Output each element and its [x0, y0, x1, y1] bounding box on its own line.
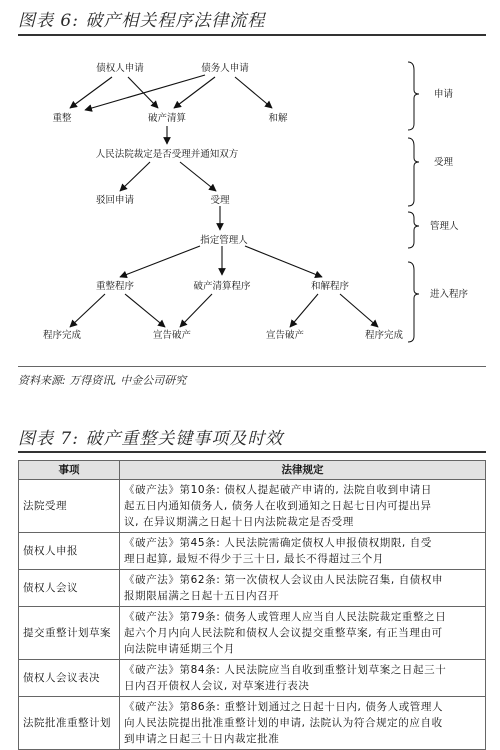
stage-apply: 申请 [434, 89, 454, 100]
figure6-title-rule [18, 34, 486, 36]
node-court-decide: 人民法院裁定是否受理并通知双方 [95, 149, 239, 160]
node-done-left: 程序完成 [42, 330, 82, 341]
figure7-title-rule [18, 451, 486, 453]
node-accept: 受理 [210, 195, 230, 206]
node-liquidation: 破产清算 [147, 113, 187, 124]
node-done-right: 程序完成 [364, 330, 404, 341]
row-item: 法院受理 [19, 480, 120, 533]
law-line: 向法院申请延期三个月 [124, 643, 235, 655]
table-row [19, 697, 486, 750]
row-item: 债权人会议 [19, 570, 120, 607]
law-line: 《破产法》第79条: 债务人或管理人应当自人民法院裁定重整之日 [124, 611, 447, 623]
law-line: 理日起算, 最短不得少于三十日, 最长不得超过三个月 [124, 553, 384, 565]
table-row [19, 533, 486, 570]
row-law [120, 533, 486, 570]
row-item: 提交重整计划草案 [19, 607, 120, 660]
law-line: 起五日内通知债务人, 债务人在收到通知之日起七日内可提出异 [124, 500, 432, 512]
law-line: 《破产法》第10条: 债权人提起破产申请的, 法院自收到申请日 [124, 484, 433, 496]
node-settlement-procedure: 和解程序 [310, 281, 350, 292]
law-line: 日内召开债权人会议, 对草案进行表决 [124, 680, 310, 692]
node-administrator: 指定管理人 [200, 235, 248, 246]
table-row [19, 607, 486, 660]
law-line: 《破产法》第86条: 重整计划通过之日起十日内, 债务人或管理人 [124, 701, 444, 713]
header-law: 法律规定 [120, 461, 486, 480]
law-line: 到申请之日起三十日内裁定批准 [124, 733, 280, 745]
stage-accept: 受理 [434, 157, 454, 168]
node-reorg: 重整 [52, 113, 72, 124]
reorganization-key-items-table [18, 460, 486, 750]
header-item: 事项 [19, 461, 120, 480]
law-line: 《破产法》第45条: 人民法院需确定债权人申报债权期限, 自受 [124, 537, 433, 549]
table-row [19, 660, 486, 697]
stage-brackets [408, 62, 419, 342]
bracket-enter [408, 262, 419, 342]
row-law [120, 697, 486, 750]
law-line: 报期限届满之日起十五日内召开 [124, 590, 280, 602]
node-creditor-apply: 债权人申请 [96, 63, 144, 74]
figure7-title: 图表 7: 破产重整关键事项及时效 [18, 429, 284, 449]
law-line: 起六个月内向人民法院和债权人会议提交重整草案, 有正当理由可 [124, 627, 443, 639]
row-law [120, 480, 486, 533]
table-row [19, 570, 486, 607]
node-reorg-procedure: 重整程序 [95, 281, 135, 292]
stage-enter-procedure: 进入程序 [430, 289, 469, 300]
figure6-bottom-rule [18, 366, 486, 367]
node-debtor-apply: 债务人申请 [201, 63, 249, 74]
figure6-title: 图表 6: 破产相关程序法律流程 [18, 11, 266, 31]
row-item: 债权人申报 [19, 533, 120, 570]
node-liquidation-procedure: 破产清算程序 [193, 281, 251, 292]
row-law [120, 570, 486, 607]
figure6-source: 资料来源: 万得资讯, 中金公司研究 [18, 374, 187, 387]
row-item: 债权人会议表决 [19, 660, 120, 697]
row-law [120, 607, 486, 660]
node-bankrupt-right: 宣告破产 [265, 330, 305, 341]
table-header-row [19, 461, 486, 480]
bankruptcy-flowchart [0, 40, 500, 370]
row-law [120, 660, 486, 697]
bracket-admin [408, 212, 419, 248]
law-line: 向人民法院提出批准重整计划的申请, 法院认为符合规定的应自收 [124, 717, 443, 729]
law-line: 《破产法》第62条: 第一次债权人会议由人民法院召集, 自债权申 [124, 574, 444, 586]
law-line: 《破产法》第84条: 人民法院应当自收到重整计划草案之日起三十 [124, 664, 447, 676]
row-item: 法院批准重整计划 [19, 697, 120, 750]
law-line: 议, 在异议期满之日起十日内法院裁定是否受理 [124, 516, 354, 528]
table-row [19, 480, 486, 533]
node-reject: 驳回申请 [95, 195, 135, 206]
bracket-apply [408, 62, 419, 130]
node-bankrupt-left: 宣告破产 [152, 330, 192, 341]
bracket-accept [408, 138, 419, 206]
stage-administrator: 管理人 [430, 221, 459, 232]
node-settlement: 和解 [268, 113, 288, 124]
